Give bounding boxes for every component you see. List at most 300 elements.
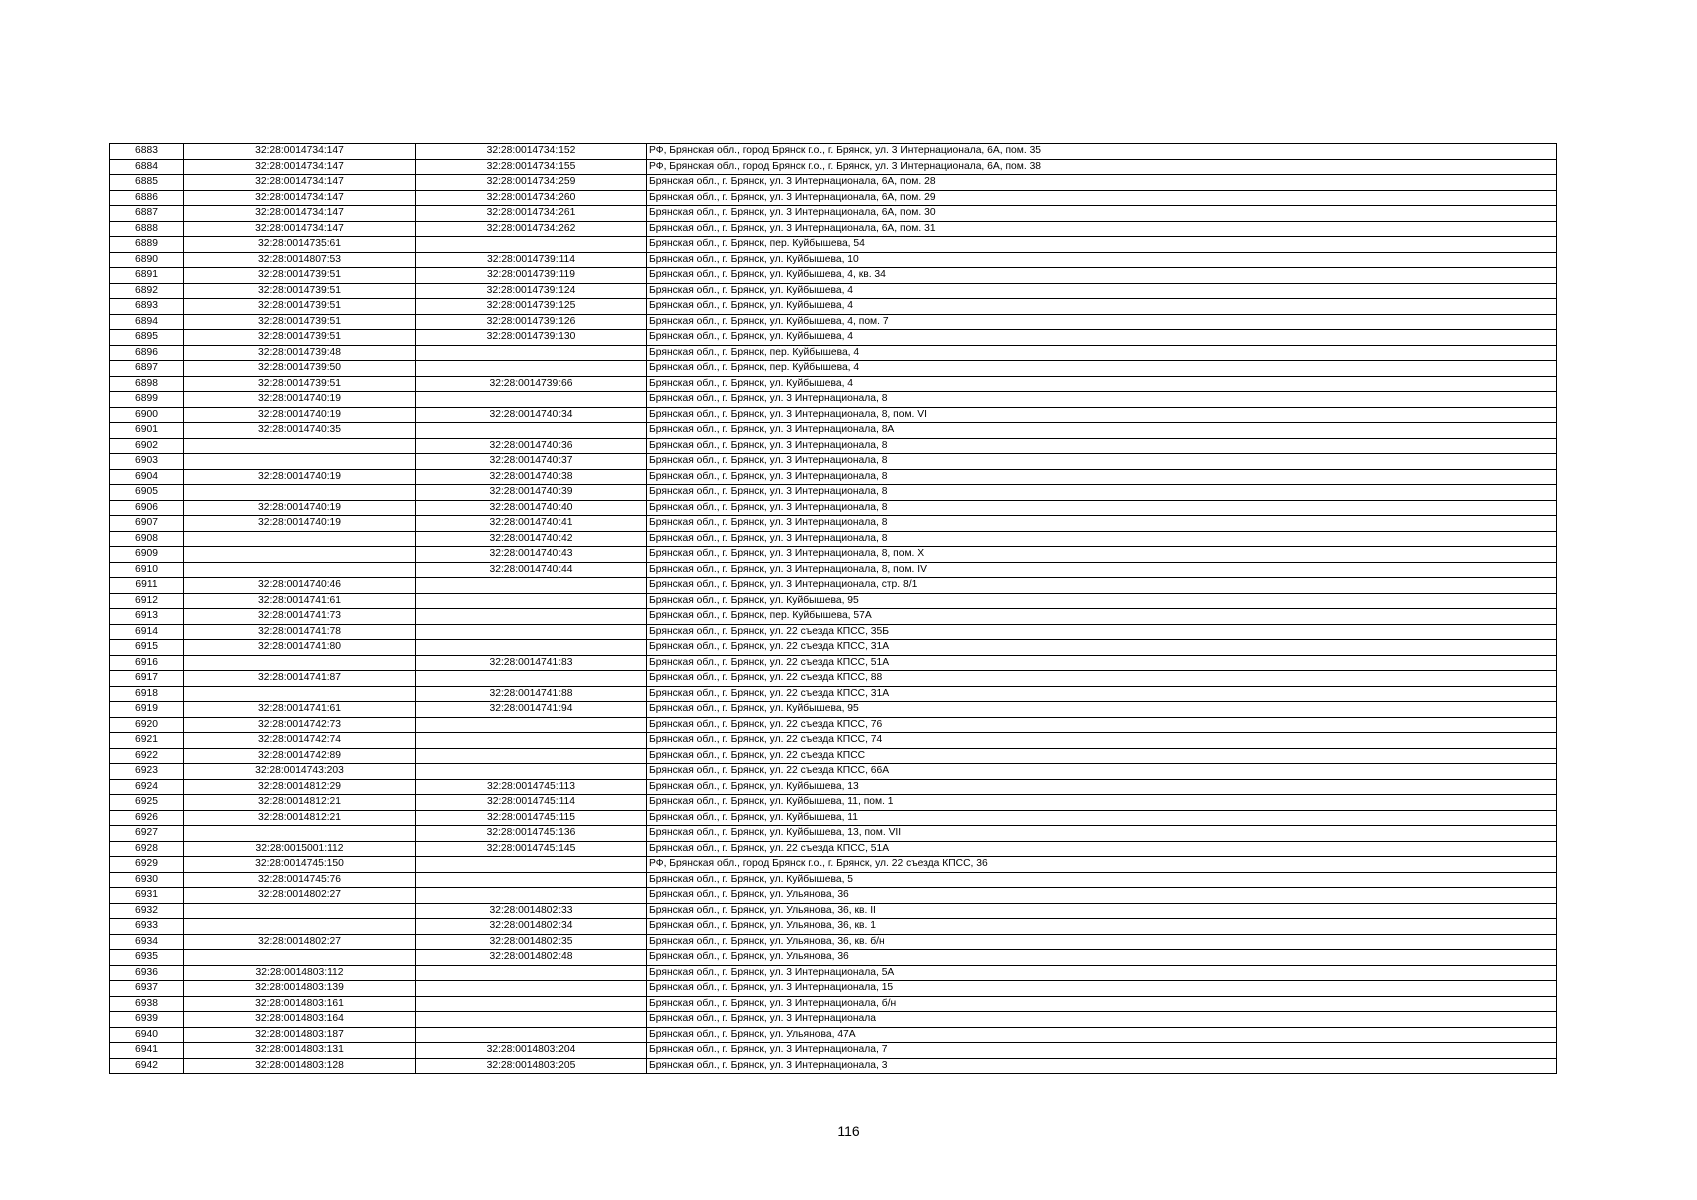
parcel-number-cell: 32:28:0014740:19 <box>184 392 416 408</box>
address-cell: Брянская обл., г. Брянск, ул. 22 съезда КПСС, 51А <box>647 841 1557 857</box>
object-number-cell: 32:28:0014741:88 <box>416 686 647 702</box>
object-number-cell <box>416 1012 647 1028</box>
address-cell: Брянская обл., г. Брянск, ул. 22 съезда КПСС, 76 <box>647 717 1557 733</box>
address-cell: Брянская обл., г. Брянск, ул. Ульянова, 36, кв. б/н <box>647 934 1557 950</box>
table-row <box>110 624 1557 640</box>
row-number-cell: 6906 <box>110 500 184 516</box>
parcel-number-cell <box>184 655 416 671</box>
parcel-number-cell: 32:28:0014739:51 <box>184 330 416 346</box>
row-number-cell: 6910 <box>110 562 184 578</box>
parcel-number-cell: 32:28:0014739:50 <box>184 361 416 377</box>
parcel-number-cell <box>184 950 416 966</box>
parcel-number-cell: 32:28:0014742:89 <box>184 748 416 764</box>
table-row <box>110 252 1557 268</box>
table-row <box>110 888 1557 904</box>
object-number-cell <box>416 593 647 609</box>
row-number-cell: 6890 <box>110 252 184 268</box>
object-number-cell: 32:28:0014740:39 <box>416 485 647 501</box>
object-number-cell: 32:28:0014802:34 <box>416 919 647 935</box>
row-number-cell: 6915 <box>110 640 184 656</box>
row-number-cell: 6898 <box>110 376 184 392</box>
table-row <box>110 407 1557 423</box>
row-number-cell: 6926 <box>110 810 184 826</box>
address-cell: Брянская обл., г. Брянск, ул. 3 Интернационала, 6А, пом. 28 <box>647 175 1557 191</box>
table-row <box>110 221 1557 237</box>
parcel-number-cell <box>184 531 416 547</box>
parcel-number-cell: 32:28:0014734:147 <box>184 190 416 206</box>
table-row <box>110 764 1557 780</box>
row-number-cell: 6917 <box>110 671 184 687</box>
object-number-cell <box>416 764 647 780</box>
row-number-cell: 6902 <box>110 438 184 454</box>
table-row <box>110 159 1557 175</box>
address-cell: Брянская обл., г. Брянск, ул. 3 Интернационала, 6А, пом. 30 <box>647 206 1557 222</box>
object-number-cell <box>416 392 647 408</box>
address-cell: Брянская обл., г. Брянск, ул. 3 Интернационала, 8, пом. VI <box>647 407 1557 423</box>
parcel-number-cell: 32:28:0014745:150 <box>184 857 416 873</box>
parcel-number-cell: 32:28:0014803:161 <box>184 996 416 1012</box>
address-cell: Брянская обл., г. Брянск, ул. 22 съезда КПСС <box>647 748 1557 764</box>
table-row <box>110 779 1557 795</box>
address-cell: Брянская обл., г. Брянск, ул. Куйбышева, 5 <box>647 872 1557 888</box>
address-cell: Брянская обл., г. Брянск, ул. Куйбышева, 4 <box>647 376 1557 392</box>
row-number-cell: 6897 <box>110 361 184 377</box>
object-number-cell <box>416 578 647 594</box>
object-number-cell <box>416 361 647 377</box>
object-number-cell <box>416 748 647 764</box>
parcel-number-cell <box>184 919 416 935</box>
object-number-cell <box>416 237 647 253</box>
address-cell: Брянская обл., г. Брянск, ул. 22 съезда КПСС, 35Б <box>647 624 1557 640</box>
address-cell: Брянская обл., г. Брянск, пер. Куйбышева, 4 <box>647 361 1557 377</box>
parcel-number-cell <box>184 485 416 501</box>
address-cell: Брянская обл., г. Брянск, ул. Куйбышева, 4 <box>647 299 1557 315</box>
row-number-cell: 6901 <box>110 423 184 439</box>
parcel-number-cell: 32:28:0014734:147 <box>184 144 416 160</box>
object-number-cell: 32:28:0014739:126 <box>416 314 647 330</box>
object-number-cell <box>416 671 647 687</box>
parcel-number-cell: 32:28:0014741:80 <box>184 640 416 656</box>
row-number-cell: 6938 <box>110 996 184 1012</box>
table-row <box>110 423 1557 439</box>
row-number-cell: 6920 <box>110 717 184 733</box>
row-number-cell: 6940 <box>110 1027 184 1043</box>
table-row <box>110 237 1557 253</box>
row-number-cell: 6939 <box>110 1012 184 1028</box>
parcel-number-cell: 32:28:0014734:147 <box>184 206 416 222</box>
table-row <box>110 392 1557 408</box>
address-cell: Брянская обл., г. Брянск, ул. 3 Интернационала, 7 <box>647 1043 1557 1059</box>
table-row <box>110 609 1557 625</box>
row-number-cell: 6936 <box>110 965 184 981</box>
table-row <box>110 872 1557 888</box>
parcel-number-cell <box>184 686 416 702</box>
row-number-cell: 6931 <box>110 888 184 904</box>
address-cell: Брянская обл., г. Брянск, ул. Ульянова, 36, кв. 1 <box>647 919 1557 935</box>
address-cell: Брянская обл., г. Брянск, ул. Куйбышева, 11 <box>647 810 1557 826</box>
address-cell: Брянская обл., г. Брянск, ул. Ульянова, 47А <box>647 1027 1557 1043</box>
object-number-cell: 32:28:0014740:44 <box>416 562 647 578</box>
parcel-number-cell: 32:28:0014803:131 <box>184 1043 416 1059</box>
object-number-cell <box>416 733 647 749</box>
object-number-cell <box>416 981 647 997</box>
address-cell: Брянская обл., г. Брянск, ул. Куйбышева, 11, пом. 1 <box>647 795 1557 811</box>
row-number-cell: 6883 <box>110 144 184 160</box>
table-row <box>110 748 1557 764</box>
parcel-number-cell <box>184 547 416 563</box>
parcel-number-cell: 32:28:0014740:19 <box>184 500 416 516</box>
object-number-cell: 32:28:0014734:260 <box>416 190 647 206</box>
table-row <box>110 283 1557 299</box>
object-number-cell <box>416 640 647 656</box>
table-row <box>110 268 1557 284</box>
parcel-number-cell: 32:28:0014742:73 <box>184 717 416 733</box>
object-number-cell: 32:28:0014745:115 <box>416 810 647 826</box>
object-number-cell <box>416 345 647 361</box>
table-row <box>110 841 1557 857</box>
address-cell: Брянская обл., г. Брянск, ул. 22 съезда КПСС, 31А <box>647 640 1557 656</box>
address-cell: Брянская обл., г. Брянск, ул. 3 Интернационала, 8, пом. IV <box>647 562 1557 578</box>
parcel-number-cell: 32:28:0014742:74 <box>184 733 416 749</box>
parcel-number-cell: 32:28:0014803:164 <box>184 1012 416 1028</box>
row-number-cell: 6929 <box>110 857 184 873</box>
address-cell: РФ, Брянская обл., город Брянск г.о., г. Брянск, ул. 3 Интернационала, 6А, пом. 38 <box>647 159 1557 175</box>
row-number-cell: 6895 <box>110 330 184 346</box>
parcel-number-cell: 32:28:0014741:87 <box>184 671 416 687</box>
row-number-cell: 6916 <box>110 655 184 671</box>
object-number-cell: 32:28:0014740:43 <box>416 547 647 563</box>
object-number-cell <box>416 872 647 888</box>
page-number: 116 <box>837 1123 860 1139</box>
object-number-cell: 32:28:0014745:136 <box>416 826 647 842</box>
parcel-number-cell: 32:28:0014739:51 <box>184 299 416 315</box>
address-cell: Брянская обл., г. Брянск, ул. Куйбышева, 4, пом. 7 <box>647 314 1557 330</box>
object-number-cell: 32:28:0014740:41 <box>416 516 647 532</box>
row-number-cell: 6909 <box>110 547 184 563</box>
parcel-number-cell: 32:28:0014812:29 <box>184 779 416 795</box>
row-number-cell: 6930 <box>110 872 184 888</box>
table-row <box>110 950 1557 966</box>
row-number-cell: 6893 <box>110 299 184 315</box>
address-cell: РФ, Брянская обл., город Брянск г.о., г. Брянск, ул. 3 Интернационала, 6А, пом. 35 <box>647 144 1557 160</box>
parcel-number-cell: 32:28:0014802:27 <box>184 888 416 904</box>
table-row <box>110 330 1557 346</box>
object-number-cell: 32:28:0014802:33 <box>416 903 647 919</box>
table-row <box>110 562 1557 578</box>
parcel-number-cell: 32:28:0014734:147 <box>184 175 416 191</box>
table-row <box>110 1058 1557 1074</box>
table-row <box>110 578 1557 594</box>
address-cell: Брянская обл., г. Брянск, ул. 3 Интернационала, стр. 8/1 <box>647 578 1557 594</box>
row-number-cell: 6922 <box>110 748 184 764</box>
row-number-cell: 6900 <box>110 407 184 423</box>
address-cell: Брянская обл., г. Брянск, ул. 3 Интернационала, 6А, пом. 31 <box>647 221 1557 237</box>
parcel-number-cell <box>184 562 416 578</box>
object-number-cell: 32:28:0014740:42 <box>416 531 647 547</box>
parcel-number-cell: 32:28:0015001:112 <box>184 841 416 857</box>
row-number-cell: 6907 <box>110 516 184 532</box>
table-row <box>110 795 1557 811</box>
address-cell: Брянская обл., г. Брянск, ул. 22 съезда КПСС, 51А <box>647 655 1557 671</box>
parcel-number-cell: 32:28:0014740:19 <box>184 469 416 485</box>
row-number-cell: 6918 <box>110 686 184 702</box>
object-number-cell: 32:28:0014741:94 <box>416 702 647 718</box>
table-row <box>110 454 1557 470</box>
object-number-cell: 32:28:0014740:36 <box>416 438 647 454</box>
table-row <box>110 903 1557 919</box>
table-row <box>110 965 1557 981</box>
table-row <box>110 857 1557 873</box>
object-number-cell: 32:28:0014734:261 <box>416 206 647 222</box>
address-cell: Брянская обл., г. Брянск, ул. 3 Интернационала, 8 <box>647 516 1557 532</box>
object-number-cell <box>416 1027 647 1043</box>
object-number-cell: 32:28:0014803:204 <box>416 1043 647 1059</box>
row-number-cell: 6904 <box>110 469 184 485</box>
table-row <box>110 686 1557 702</box>
row-number-cell: 6927 <box>110 826 184 842</box>
address-cell: Брянская обл., г. Брянск, ул. 22 съезда КПСС, 31А <box>647 686 1557 702</box>
parcel-number-cell: 32:28:0014812:21 <box>184 795 416 811</box>
object-number-cell: 32:28:0014739:130 <box>416 330 647 346</box>
row-number-cell: 6885 <box>110 175 184 191</box>
table-row <box>110 733 1557 749</box>
parcel-number-cell <box>184 903 416 919</box>
row-number-cell: 6932 <box>110 903 184 919</box>
row-number-cell: 6937 <box>110 981 184 997</box>
table-row <box>110 345 1557 361</box>
address-cell: Брянская обл., г. Брянск, ул. 3 Интернационала <box>647 1012 1557 1028</box>
parcel-number-cell: 32:28:0014807:53 <box>184 252 416 268</box>
row-number-cell: 6888 <box>110 221 184 237</box>
table-row <box>110 934 1557 950</box>
table-row <box>110 655 1557 671</box>
row-number-cell: 6913 <box>110 609 184 625</box>
row-number-cell: 6924 <box>110 779 184 795</box>
row-number-cell: 6899 <box>110 392 184 408</box>
address-cell: Брянская обл., г. Брянск, ул. 22 съезда КПСС, 66А <box>647 764 1557 780</box>
parcel-number-cell: 32:28:0014734:147 <box>184 159 416 175</box>
object-number-cell: 32:28:0014745:145 <box>416 841 647 857</box>
parcel-number-cell: 32:28:0014740:46 <box>184 578 416 594</box>
table-row <box>110 919 1557 935</box>
parcel-number-cell: 32:28:0014743:203 <box>184 764 416 780</box>
object-number-cell: 32:28:0014803:205 <box>416 1058 647 1074</box>
row-number-cell: 6894 <box>110 314 184 330</box>
address-cell: Брянская обл., г. Брянск, ул. 3 Интернационала, б/н <box>647 996 1557 1012</box>
object-number-cell: 32:28:0014740:34 <box>416 407 647 423</box>
table-row <box>110 144 1557 160</box>
address-cell: Брянская обл., г. Брянск, ул. Куйбышева, 10 <box>647 252 1557 268</box>
address-cell: Брянская обл., г. Брянск, пер. Куйбышева, 54 <box>647 237 1557 253</box>
row-number-cell: 6884 <box>110 159 184 175</box>
table-row <box>110 996 1557 1012</box>
records-table-body <box>110 144 1557 1074</box>
address-cell: Брянская обл., г. Брянск, ул. Куйбышева, 95 <box>647 702 1557 718</box>
table-row <box>110 810 1557 826</box>
address-cell: Брянская обл., г. Брянск, пер. Куйбышева, 4 <box>647 345 1557 361</box>
object-number-cell: 32:28:0014739:66 <box>416 376 647 392</box>
table-row <box>110 469 1557 485</box>
object-number-cell: 32:28:0014745:114 <box>416 795 647 811</box>
object-number-cell: 32:28:0014734:155 <box>416 159 647 175</box>
row-number-cell: 6921 <box>110 733 184 749</box>
row-number-cell: 6934 <box>110 934 184 950</box>
address-cell: Брянская обл., г. Брянск, ул. 3 Интернационала, 3 <box>647 1058 1557 1074</box>
parcel-number-cell: 32:28:0014741:61 <box>184 593 416 609</box>
row-number-cell: 6928 <box>110 841 184 857</box>
address-cell: Брянская обл., г. Брянск, ул. 3 Интернационала, 8, пом. X <box>647 547 1557 563</box>
parcel-number-cell: 32:28:0014734:147 <box>184 221 416 237</box>
parcel-number-cell: 32:28:0014740:19 <box>184 516 416 532</box>
address-cell: Брянская обл., г. Брянск, ул. 3 Интернационала, 6А, пом. 29 <box>647 190 1557 206</box>
row-number-cell: 6911 <box>110 578 184 594</box>
table-row <box>110 826 1557 842</box>
table-row <box>110 500 1557 516</box>
address-cell: Брянская обл., г. Брянск, ул. 3 Интернационала, 8 <box>647 500 1557 516</box>
table-row <box>110 640 1557 656</box>
row-number-cell: 6896 <box>110 345 184 361</box>
table-row <box>110 593 1557 609</box>
parcel-number-cell <box>184 454 416 470</box>
object-number-cell: 32:28:0014739:114 <box>416 252 647 268</box>
object-number-cell: 32:28:0014745:113 <box>416 779 647 795</box>
parcel-number-cell: 32:28:0014740:19 <box>184 407 416 423</box>
address-cell: Брянская обл., г. Брянск, ул. Ульянова, 36 <box>647 888 1557 904</box>
object-number-cell <box>416 609 647 625</box>
parcel-number-cell: 32:28:0014741:73 <box>184 609 416 625</box>
address-cell: Брянская обл., г. Брянск, ул. Куйбышева, 95 <box>647 593 1557 609</box>
object-number-cell: 32:28:0014802:48 <box>416 950 647 966</box>
object-number-cell: 32:28:0014734:259 <box>416 175 647 191</box>
object-number-cell: 32:28:0014739:125 <box>416 299 647 315</box>
records-table <box>109 143 1557 1074</box>
table-row <box>110 299 1557 315</box>
row-number-cell: 6914 <box>110 624 184 640</box>
object-number-cell: 32:28:0014802:35 <box>416 934 647 950</box>
address-cell: Брянская обл., г. Брянск, ул. Куйбышева, 13 <box>647 779 1557 795</box>
table-row <box>110 190 1557 206</box>
row-number-cell: 6912 <box>110 593 184 609</box>
parcel-number-cell: 32:28:0014739:51 <box>184 376 416 392</box>
table-row <box>110 376 1557 392</box>
address-cell: Брянская обл., г. Брянск, ул. 3 Интернационала, 8 <box>647 531 1557 547</box>
table-row <box>110 1027 1557 1043</box>
object-number-cell <box>416 965 647 981</box>
address-cell: Брянская обл., г. Брянск, ул. Ульянова, 36, кв. II <box>647 903 1557 919</box>
row-number-cell: 6908 <box>110 531 184 547</box>
address-cell: Брянская обл., г. Брянск, ул. 22 съезда КПСС, 88 <box>647 671 1557 687</box>
row-number-cell: 6919 <box>110 702 184 718</box>
address-cell: Брянская обл., г. Брянск, ул. 3 Интернационала, 5А <box>647 965 1557 981</box>
address-cell: РФ, Брянская обл., город Брянск г.о., г. Брянск, ул. 22 съезда КПСС, 36 <box>647 857 1557 873</box>
parcel-number-cell: 32:28:0014802:27 <box>184 934 416 950</box>
object-number-cell <box>416 717 647 733</box>
parcel-number-cell: 32:28:0014739:51 <box>184 314 416 330</box>
table-row <box>110 981 1557 997</box>
parcel-number-cell <box>184 826 416 842</box>
table-row <box>110 175 1557 191</box>
table-row <box>110 1043 1557 1059</box>
row-number-cell: 6886 <box>110 190 184 206</box>
parcel-number-cell: 32:28:0014803:139 <box>184 981 416 997</box>
address-cell: Брянская обл., г. Брянск, ул. 22 съезда КПСС, 74 <box>647 733 1557 749</box>
table-row <box>110 206 1557 222</box>
object-number-cell <box>416 996 647 1012</box>
row-number-cell: 6887 <box>110 206 184 222</box>
parcel-number-cell: 32:28:0014740:35 <box>184 423 416 439</box>
object-number-cell: 32:28:0014740:38 <box>416 469 647 485</box>
row-number-cell: 6935 <box>110 950 184 966</box>
object-number-cell <box>416 423 647 439</box>
row-number-cell: 6892 <box>110 283 184 299</box>
object-number-cell <box>416 888 647 904</box>
table-row <box>110 361 1557 377</box>
row-number-cell: 6941 <box>110 1043 184 1059</box>
row-number-cell: 6889 <box>110 237 184 253</box>
object-number-cell: 32:28:0014740:37 <box>416 454 647 470</box>
parcel-number-cell: 32:28:0014812:21 <box>184 810 416 826</box>
row-number-cell: 6891 <box>110 268 184 284</box>
address-cell: Брянская обл., г. Брянск, ул. 3 Интернационала, 8 <box>647 469 1557 485</box>
object-number-cell <box>416 624 647 640</box>
parcel-number-cell: 32:28:0014803:187 <box>184 1027 416 1043</box>
parcel-number-cell: 32:28:0014741:61 <box>184 702 416 718</box>
row-number-cell: 6923 <box>110 764 184 780</box>
address-cell: Брянская обл., г. Брянск, ул. Куйбышева, 4 <box>647 330 1557 346</box>
table-row <box>110 516 1557 532</box>
address-cell: Брянская обл., г. Брянск, ул. 3 Интернационала, 8 <box>647 438 1557 454</box>
parcel-number-cell: 32:28:0014745:76 <box>184 872 416 888</box>
address-cell: Брянская обл., г. Брянск, ул. 3 Интернационала, 8 <box>647 454 1557 470</box>
address-cell: Брянская обл., г. Брянск, ул. Куйбышева, 13, пом. VII <box>647 826 1557 842</box>
address-cell: Брянская обл., г. Брянск, ул. Куйбышева, 4, кв. 34 <box>647 268 1557 284</box>
table-row <box>110 438 1557 454</box>
table-row <box>110 702 1557 718</box>
parcel-number-cell <box>184 438 416 454</box>
address-cell: Брянская обл., г. Брянск, пер. Куйбышева, 57А <box>647 609 1557 625</box>
object-number-cell <box>416 857 647 873</box>
table-row <box>110 1012 1557 1028</box>
object-number-cell: 32:28:0014734:262 <box>416 221 647 237</box>
object-number-cell: 32:28:0014734:152 <box>416 144 647 160</box>
table-row <box>110 314 1557 330</box>
address-cell: Брянская обл., г. Брянск, ул. 3 Интернационала, 8 <box>647 485 1557 501</box>
parcel-number-cell: 32:28:0014803:128 <box>184 1058 416 1074</box>
table-row <box>110 547 1557 563</box>
row-number-cell: 6933 <box>110 919 184 935</box>
object-number-cell: 32:28:0014739:119 <box>416 268 647 284</box>
parcel-number-cell: 32:28:0014739:51 <box>184 268 416 284</box>
table-row <box>110 531 1557 547</box>
table-row <box>110 671 1557 687</box>
row-number-cell: 6925 <box>110 795 184 811</box>
parcel-number-cell: 32:28:0014739:48 <box>184 345 416 361</box>
table-row <box>110 717 1557 733</box>
object-number-cell: 32:28:0014740:40 <box>416 500 647 516</box>
address-cell: Брянская обл., г. Брянск, ул. 3 Интернационала, 8А <box>647 423 1557 439</box>
parcel-number-cell: 32:28:0014735:61 <box>184 237 416 253</box>
parcel-number-cell: 32:28:0014741:78 <box>184 624 416 640</box>
parcel-number-cell: 32:28:0014803:112 <box>184 965 416 981</box>
address-cell: Брянская обл., г. Брянск, ул. 3 Интернационала, 15 <box>647 981 1557 997</box>
address-cell: Брянская обл., г. Брянск, ул. Ульянова, 36 <box>647 950 1557 966</box>
row-number-cell: 6903 <box>110 454 184 470</box>
address-cell: Брянская обл., г. Брянск, ул. Куйбышева, 4 <box>647 283 1557 299</box>
table-row <box>110 485 1557 501</box>
row-number-cell: 6905 <box>110 485 184 501</box>
object-number-cell: 32:28:0014739:124 <box>416 283 647 299</box>
address-cell: Брянская обл., г. Брянск, ул. 3 Интернационала, 8 <box>647 392 1557 408</box>
